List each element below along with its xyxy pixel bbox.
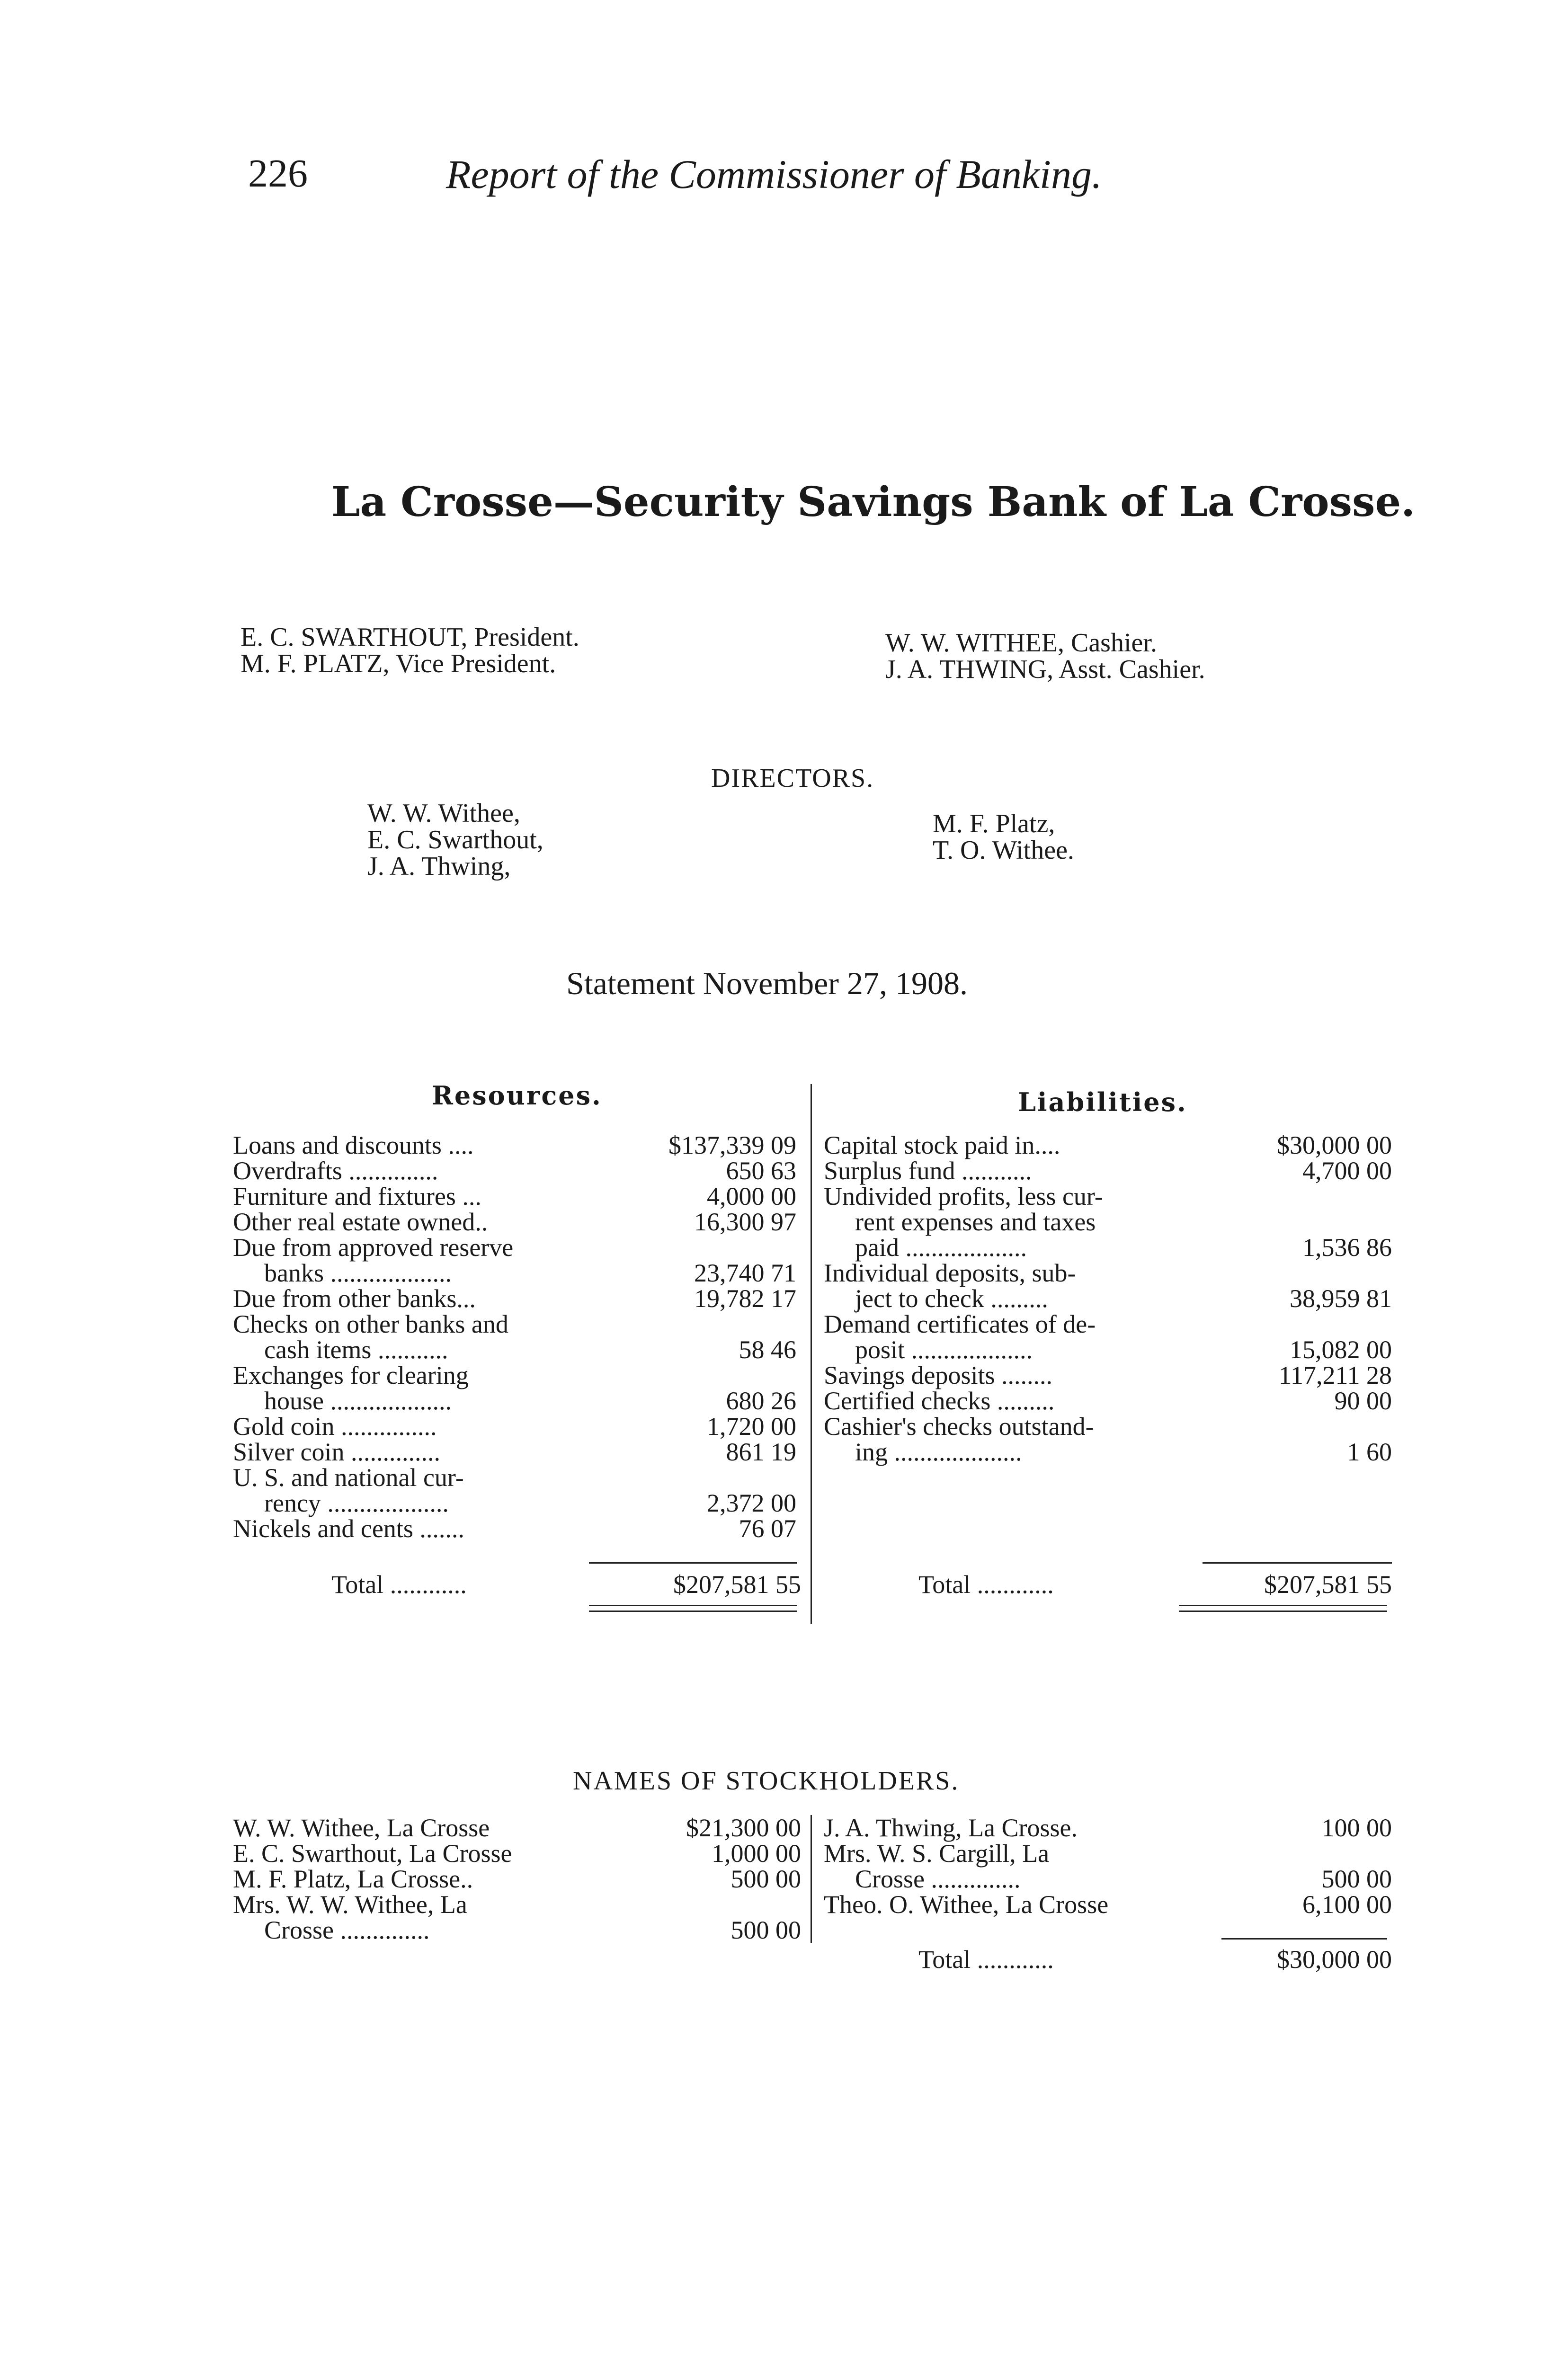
row-label: W. W. Withee, La Crosse (233, 1814, 490, 1842)
row-label: Crosse .............. (855, 1865, 1021, 1893)
row-label: Overdrafts .............. (233, 1157, 438, 1185)
table-row (233, 1158, 801, 1184)
table-row (233, 1414, 801, 1439)
row-amount: 90 00 (1334, 1387, 1392, 1415)
double-rule (589, 1611, 797, 1612)
row-amount: 16,300 97 (694, 1208, 796, 1236)
row-label: paid ................... (855, 1233, 1027, 1262)
officer-president: E. C. SWARTHOUT, President. (241, 623, 579, 652)
stockholders-heading: NAMES OF STOCKHOLDERS. (573, 1766, 960, 1796)
liabilities-total-label: Total ............ (918, 1570, 1054, 1599)
table-row (233, 1184, 801, 1209)
row-amount: 58 46 (739, 1335, 796, 1364)
table-row (233, 1516, 801, 1541)
table-row (824, 1388, 1392, 1414)
table-row (233, 1311, 801, 1337)
row-label: Certified checks ......... (824, 1387, 1055, 1415)
row-amount: 680 26 (726, 1387, 796, 1415)
row-label: Other real estate owned.. (233, 1208, 488, 1236)
table-row (233, 1892, 806, 1917)
row-label: Surplus fund ........... (824, 1157, 1032, 1185)
row-amount: 4,000 00 (707, 1182, 796, 1210)
running-title: Report of the Commissioner of Banking. (446, 151, 1102, 197)
row-amount: 1,000 00 (712, 1839, 801, 1868)
table-row (824, 1841, 1392, 1866)
table-row (233, 1917, 806, 1943)
row-amount: 100 00 (1321, 1814, 1392, 1842)
total-rule (1221, 1938, 1387, 1940)
row-amount: $21,300 00 (686, 1814, 801, 1842)
table-row (233, 1209, 801, 1235)
row-label: Due from approved reserve (233, 1233, 514, 1262)
row-amount: $30,000 00 (1277, 1131, 1392, 1159)
total-rule (1203, 1562, 1392, 1564)
row-label: M. F. Platz, La Crosse.. (233, 1865, 473, 1893)
statement-title: Statement November 27, 1908. (566, 965, 968, 1001)
table-row (824, 1132, 1392, 1158)
row-amount: 500 00 (731, 1916, 801, 1944)
table-row (233, 1286, 801, 1311)
row-label: posit ................... (855, 1335, 1033, 1364)
row-label: Undivided profits, less cur- (824, 1182, 1103, 1210)
row-label: Capital stock paid in.... (824, 1131, 1060, 1159)
row-amount: 6,100 00 (1302, 1890, 1392, 1919)
page-number: 226 (248, 151, 308, 196)
row-amount: 19,782 17 (694, 1284, 796, 1313)
table-row (824, 1414, 1392, 1439)
director-item: T. O. Withee. (933, 836, 1074, 865)
row-label: Gold coin ............... (233, 1412, 437, 1441)
officer-cashier: W. W. WITHEE, Cashier. (885, 628, 1157, 658)
row-label: cash items ........... (264, 1335, 448, 1364)
row-label: house ................... (264, 1387, 452, 1415)
row-amount: $137,339 09 (668, 1131, 796, 1159)
row-label: Theo. O. Withee, La Crosse (824, 1890, 1109, 1919)
bank-title: La Crosse—Security Savings Bank of La Crosse. (331, 478, 1416, 526)
row-label: Crosse .............. (264, 1916, 430, 1944)
double-rule (589, 1605, 797, 1606)
table-row (233, 1260, 801, 1286)
director-item: W. W. Withee, (367, 799, 520, 828)
resources-table (233, 1132, 801, 1541)
table-row (824, 1158, 1392, 1184)
liabilities-heading: Liabilities. (1018, 1087, 1187, 1117)
double-rule (1179, 1611, 1387, 1612)
director-item: J. A. Thwing, (367, 852, 511, 881)
row-amount: 500 00 (1321, 1865, 1392, 1893)
stockholders-left-table (233, 1815, 806, 1943)
row-label: Due from other banks... (233, 1284, 476, 1313)
row-amount: 861 19 (726, 1438, 796, 1466)
table-row (824, 1892, 1392, 1917)
stockholders-total-amount: $30,000 00 (1277, 1945, 1392, 1974)
row-label: rent expenses and taxes (855, 1208, 1096, 1236)
directors-heading: DIRECTORS. (711, 764, 874, 793)
row-label: Demand certificates of de- (824, 1310, 1096, 1338)
table-row (233, 1490, 801, 1516)
row-amount: 1,536 86 (1302, 1233, 1392, 1262)
table-row (233, 1388, 801, 1414)
total-rule (589, 1562, 797, 1564)
table-row (824, 1362, 1392, 1388)
table-row (824, 1866, 1392, 1892)
row-label: Nickels and cents ....... (233, 1514, 464, 1543)
row-label: Savings deposits ........ (824, 1361, 1053, 1389)
row-amount: 500 00 (731, 1865, 801, 1893)
table-row (824, 1235, 1392, 1260)
liabilities-table (824, 1132, 1392, 1465)
table-row (233, 1235, 801, 1260)
row-label: E. C. Swarthout, La Crosse (233, 1839, 512, 1868)
row-amount: 2,372 00 (707, 1489, 796, 1517)
liabilities-total-amount: $207,581 55 (1264, 1570, 1392, 1599)
resources-total-amount: $207,581 55 (673, 1570, 801, 1599)
row-amount: 1,720 00 (707, 1412, 796, 1441)
table-row (824, 1815, 1392, 1841)
officer-vice-president: M. F. PLATZ, Vice President. (241, 649, 556, 678)
row-amount: 650 63 (726, 1157, 796, 1185)
table-row (233, 1841, 806, 1866)
double-rule (1179, 1605, 1387, 1606)
director-item: E. C. Swarthout, (367, 825, 543, 854)
stockholders-right-table (824, 1815, 1392, 1917)
row-label: Mrs. W. W. Withee, La (233, 1890, 467, 1919)
table-row (824, 1311, 1392, 1337)
column-divider (811, 1815, 812, 1943)
row-label: U. S. and national cur- (233, 1463, 464, 1492)
row-label: ing .................... (855, 1438, 1022, 1466)
table-row (233, 1132, 801, 1158)
row-label: rency ................... (264, 1489, 449, 1517)
row-amount: 23,740 71 (694, 1259, 796, 1287)
resources-total-label: Total ............ (331, 1570, 467, 1599)
table-row (824, 1184, 1392, 1209)
row-label: Silver coin .............. (233, 1438, 440, 1466)
column-divider (811, 1084, 812, 1624)
row-label: ject to check ......... (855, 1284, 1048, 1313)
stockholders-total-label: Total ............ (918, 1945, 1054, 1974)
row-label: Loans and discounts .... (233, 1131, 474, 1159)
row-amount: 1 60 (1347, 1438, 1392, 1466)
table-row (233, 1362, 801, 1388)
table-row (824, 1439, 1392, 1465)
row-amount: 76 07 (739, 1514, 796, 1543)
row-label: banks ................... (264, 1259, 452, 1287)
resources-heading: Resources. (432, 1080, 602, 1111)
row-amount: 117,211 28 (1279, 1361, 1392, 1389)
officer-asst-cashier: J. A. THWING, Asst. Cashier. (885, 655, 1205, 684)
table-row (233, 1866, 806, 1892)
table-row (233, 1465, 801, 1490)
table-row (233, 1815, 806, 1841)
table-row (824, 1209, 1392, 1235)
director-item: M. F. Platz, (933, 809, 1055, 838)
row-label: Furniture and fixtures ... (233, 1182, 481, 1210)
row-label: Cashier's checks outstand- (824, 1412, 1094, 1441)
row-label: Checks on other banks and (233, 1310, 508, 1338)
row-label: Mrs. W. S. Cargill, La (824, 1839, 1050, 1868)
table-row (824, 1260, 1392, 1286)
table-row (233, 1337, 801, 1362)
table-row (824, 1337, 1392, 1362)
row-amount: 38,959 81 (1290, 1284, 1392, 1313)
row-label: J. A. Thwing, La Crosse. (824, 1814, 1078, 1842)
row-amount: 15,082 00 (1290, 1335, 1392, 1364)
row-amount: 4,700 00 (1302, 1157, 1392, 1185)
table-row (233, 1439, 801, 1465)
table-row (824, 1286, 1392, 1311)
row-label: Exchanges for clearing (233, 1361, 469, 1389)
row-label: Individual deposits, sub- (824, 1259, 1076, 1287)
